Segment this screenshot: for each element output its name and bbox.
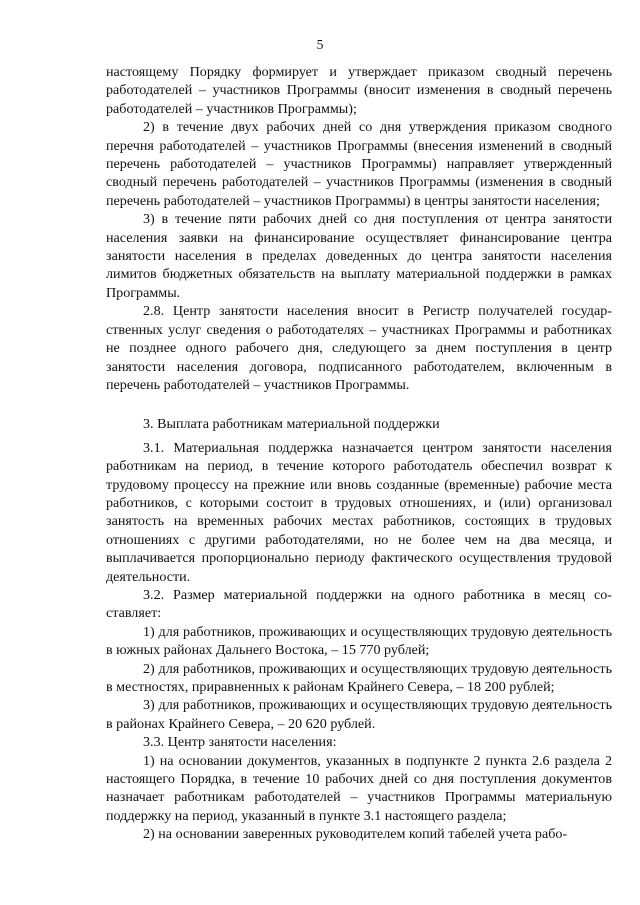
paragraph-3-2-item-2: 2) для работников, проживающих и осуществляющих трудовую деятельность в местностях, приравненных к районам Крайнего Севера, – 18 200 рублей; (106, 660, 612, 695)
paragraph-3-2: 3.2. Размер материальной поддержки на одного работника в месяц составляет: (106, 586, 612, 622)
section-3-heading: 3. Выплата работникам материальной поддержки (143, 416, 440, 433)
page-number: 5 (316, 37, 324, 52)
paragraph-item-3: 3) в течение пяти рабочих дней со дня поступления от центра занятости населения заявки на финансирование осуществляет финансирование центра занятости населения в пределах доведенных до центра занятости населения лимитов бюджетных обязательств на выплату материальной поддержки в рамках Программы. (106, 211, 612, 301)
paragraph-continuation: настоящему Порядку формирует и утверждает приказом сводный перечень работодателей – участников Программы (вносит изменения в сводный перечень работодателей – участников Программы); (106, 64, 612, 117)
paragraph-item-2: 2) в течение двух рабочих дней со дня утверждения приказом сводного перечня работодателей – участников Программы (внесения изменений в сводный перечень работодателей – участников Программы) направляет утвержденный сводный перечень работодателей – участников Программы (изменения в сводный перечень работодателей – участников Программы) в центры занятости населения; (106, 119, 612, 209)
paragraph-3-2-item-3: 3) для работников, проживающих и осуществляющих трудовую деятельность в районах Крайнего Севера, – 20 620 рублей. (106, 697, 612, 732)
document-body (106, 63, 612, 844)
paragraph-3-3-item-2: 2) на основании заверенных руководителем копий табелей учета рабо- (143, 826, 568, 843)
paragraph-3-3: 3.3. Центр занятости населения: (143, 734, 337, 751)
paragraph-3-3-item-1: 1) на основании документов, указанных в подпункте 2 пункта 2.6 раздела 2 настоящего Порядка, в течение 10 рабочих дней со дня поступления документов назначает работникам работодателей – участников Программы материальную поддержку на период, указанный в пункте 3.1 настоящего раздела; (106, 752, 612, 824)
paragraph-2-8: 2.8. Центр занятости населения вносит в Регистр получателей государственных услуг сведения о работодателях – участниках Программы и работниках не позднее одного рабочего дня, следующего за днем поступления в центр занятости населения договора, подписанного работодателем, включенным в перечень работодателей – участников Программы. (106, 303, 612, 393)
paragraph-3-2-item-1: 1) для работников, проживающих и осуществляющих трудовую деятельность в южных районах Дальнего Востока, – 15 770 рублей; (106, 623, 612, 659)
paragraph-3-1: 3.1. Материальная поддержка назначается центром занятости населения работникам на период, в течение которого работодатель обеспечил возврат к трудовому процессу на прежние или вновь созданные (временные) рабочие места работников, с которыми состоит в трудовых отношениях, и (или) организовал занятость на временных рабочих местах работников, состоящих в трудовых отношениях с другими работодателями, но не более чем на два месяца, и выплачивается пропорционально периоду фактического осуществления трудовой деятельности. (106, 439, 612, 585)
